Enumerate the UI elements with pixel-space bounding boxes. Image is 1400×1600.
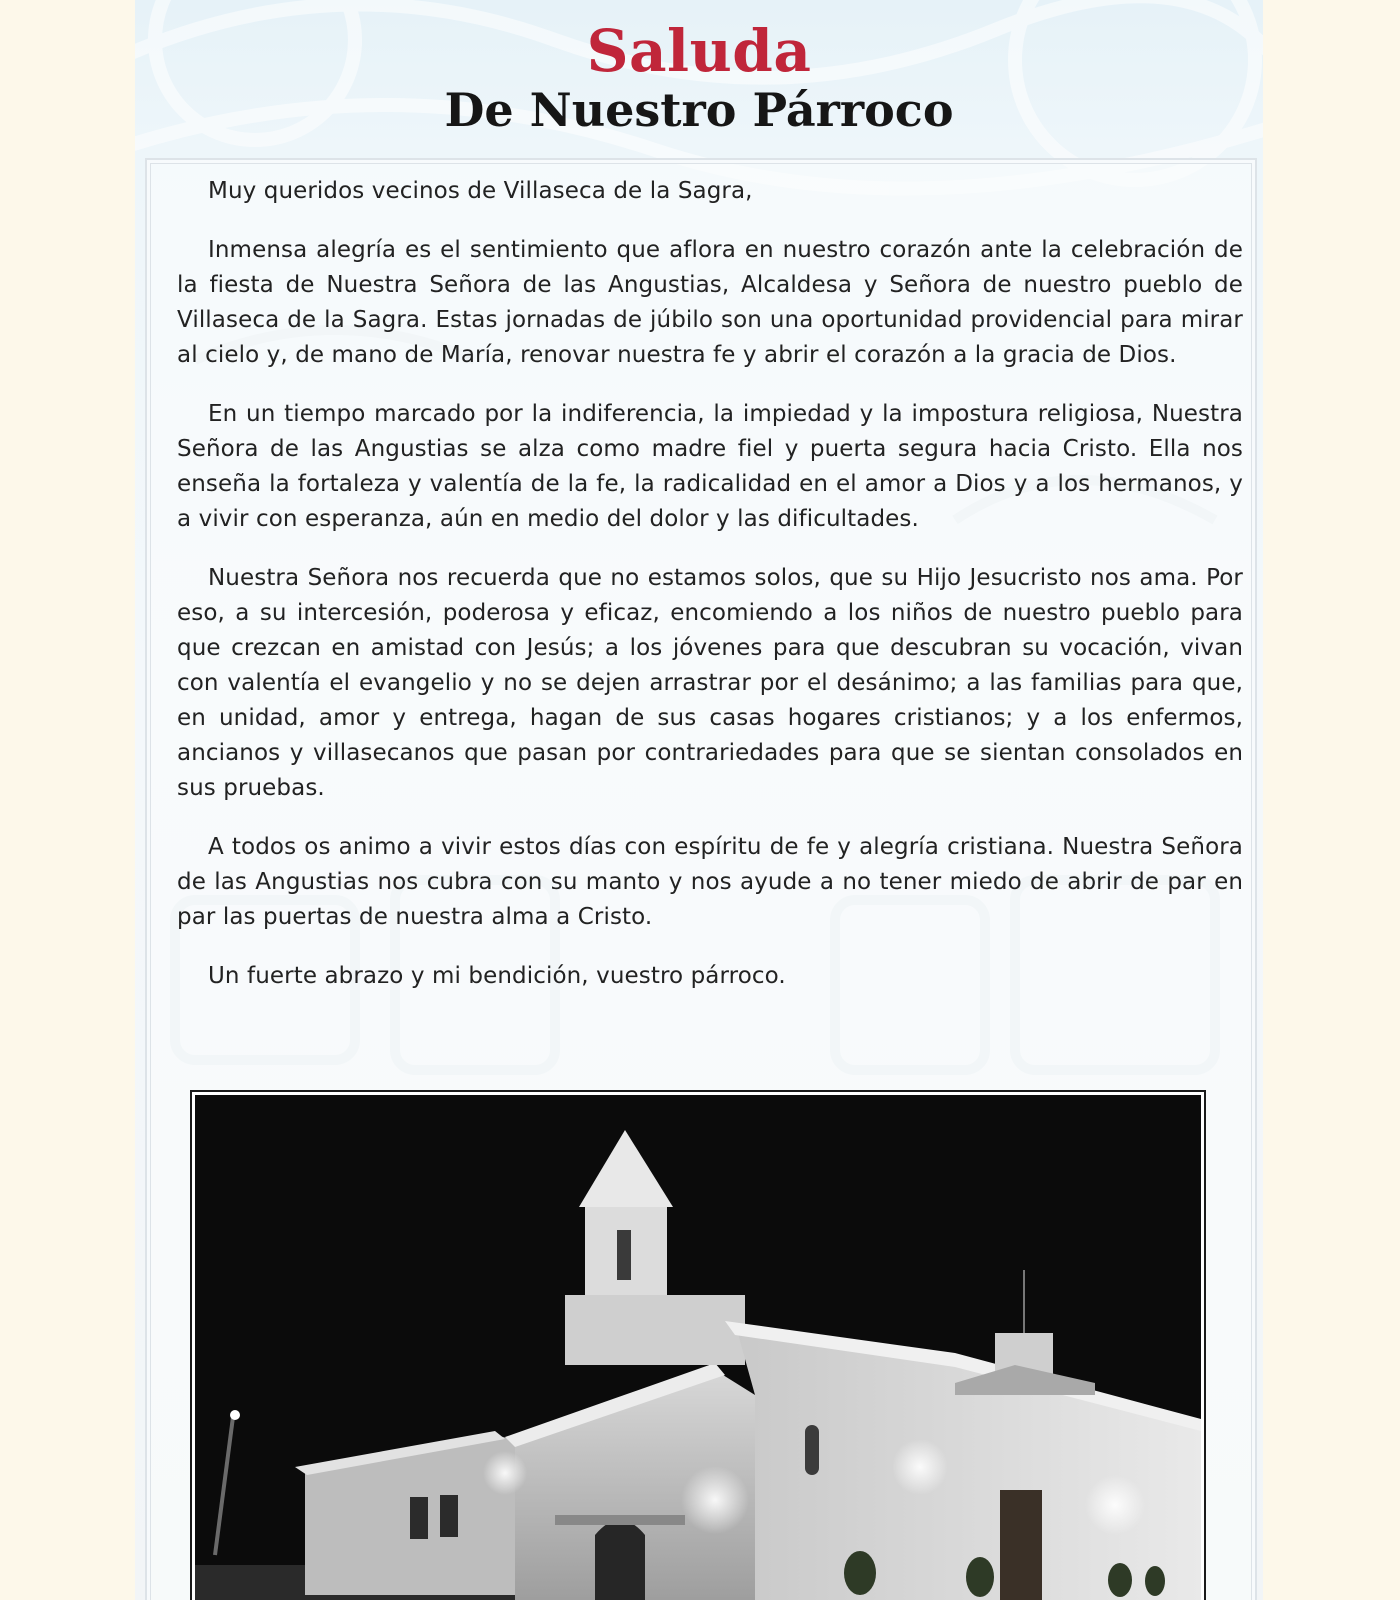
page-header [135, 18, 1263, 136]
letter-paragraph: A todos os animo a vivir estos días con espíritu de fe y alegría cristiana. Nuestra Señora de las Angustias nos cubra con su manto y nos ayude a no tener miedo de abrir de par en par las puertas de nuestra alma a Cristo. [177, 834, 1243, 930]
magazine-page [135, 0, 1263, 1600]
letter-paragraph: En un tiempo marcado por la indiferencia, la impiedad y la impostura religiosa, Nuestra Señora de las Angustias se alza como madre fiel y puerta segura hacia Cristo. Ella nos enseña la fortaleza y valentía de la fe, la radicalidad en el amor a Dios y a los hermanos, y a vivir con esperanza, aún en medio del dolor y las dificultades. [177, 401, 1243, 532]
page-title: Saluda [586, 17, 812, 85]
letter-paragraph: Nuestra Señora nos recuerda que no estamos solos, que su Hijo Jesucristo nos ama. Por eso, a su intercesión, poderosa y eficaz, encomiendo a los niños de nuestro pueblo para que crezcan en amistad con Jesús; a los jóvenes para que descubran su vocación, vivan con valentía el evangelio y no se dejen arrastrar por el desánimo; a las familias para que, en unidad, amor y entrega, hagan de sus casas hogares cristianos; y a los enfermos, ancianos y villasecanos que pasan por contrariedades para que se sientan consolados en sus pruebas. [177, 565, 1243, 801]
letter-closing: Un fuerte abrazo y mi bendición, vuestro párroco. [208, 963, 786, 989]
church-photo [195, 1095, 1201, 1600]
page-subtitle: De Nuestro Párroco [444, 83, 954, 137]
church-illustration [195, 1095, 1201, 1600]
letter-body [177, 174, 1243, 1018]
letter-paragraph: Inmensa alegría es el sentimiento que aflora en nuestro corazón ante la celebración de la fiesta de Nuestra Señora de las Angustias, Alcaldesa y Señora de nuestro pueblo de Villaseca de la Sagra. Estas jornadas de júbilo son una oportunidad providencial para mirar al cielo y, de mano de María, renovar nuestra fe y abrir el corazón a la gracia de Dios. [177, 237, 1243, 368]
photo-frame [190, 1090, 1206, 1600]
letter-greeting: Muy queridos vecinos de Villaseca de la Sagra, [208, 178, 753, 204]
